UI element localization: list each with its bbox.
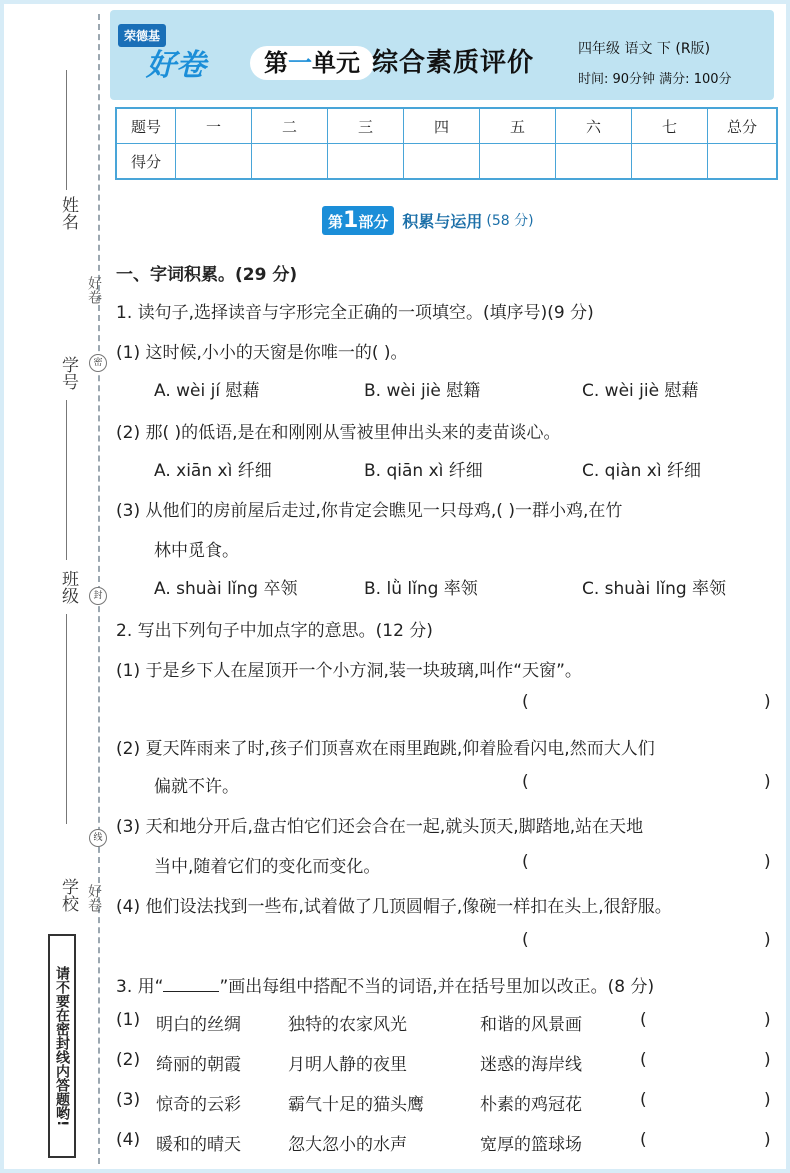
q1-3-row-num: (1)	[116, 1010, 141, 1030]
section-tag-pre: 第	[328, 212, 344, 231]
answer-paren-close[interactable]: )	[764, 852, 771, 872]
section-header	[322, 206, 534, 234]
q1-1-prompt: 1. 读句子,选择读音与字形完全正确的一项填空。(填序号)(9 分)	[116, 303, 594, 323]
answer-paren-close[interactable]: )	[764, 692, 771, 712]
id-line	[66, 400, 67, 560]
score-cell[interactable]	[252, 144, 328, 180]
word-group-b[interactable]: 独特的农家风光	[288, 1015, 407, 1035]
side-logo: 好卷	[86, 276, 102, 304]
q1-2-3-line1: (3) 天和地分开后,盘古怕它们还会合在一起,就头顶天,脚踏地,站在天地	[116, 817, 644, 837]
q1-3-prompt-post: ”画出每组中搭配不当的词语,并在括号里加以改正。(8 分)	[219, 977, 655, 997]
answer-paren-close[interactable]: )	[764, 1050, 771, 1070]
section-tag-post: 部分	[358, 212, 389, 231]
option-c[interactable]: C. qiàn xì 纤细	[582, 461, 701, 481]
answer-paren-close[interactable]: )	[764, 930, 771, 950]
header-banner	[110, 10, 774, 100]
q1-1-3-line1: (3) 从他们的房前屋后走过,你肯定会瞧见一只母鸡,( )一群小鸡,在竹	[116, 501, 623, 521]
q1-2-3-line2: 当中,随着它们的变化而变化。	[154, 857, 381, 877]
q1-3-row-num: (3)	[116, 1090, 141, 1110]
section-score: (58 分)	[486, 213, 534, 229]
answer-paren-open[interactable]: (	[522, 930, 529, 950]
answer-paren-close[interactable]: )	[764, 772, 771, 792]
score-cell[interactable]	[556, 144, 632, 180]
section-title: 积累与运用	[402, 211, 483, 231]
answer-paren-open[interactable]: (	[640, 1090, 647, 1110]
q1-2-1: (1) 于是乡下人在屋顶开一个小方洞,装一块玻璃,叫作“天窗”。	[116, 661, 582, 681]
option-a[interactable]: A. xiān xì 纤细	[154, 461, 272, 481]
column-1: 一	[176, 108, 252, 144]
word-group-b[interactable]: 月明人静的夜里	[288, 1055, 407, 1075]
word-group-c[interactable]: 朴素的鸡冠花	[480, 1095, 582, 1115]
word-group-c[interactable]: 宽厚的篮球场	[480, 1135, 582, 1155]
column-5: 五	[480, 108, 556, 144]
q1-1-2: (2) 那( )的低语,是在和刚刚从雪被里伸出头来的麦苗谈心。	[116, 423, 561, 443]
q1-2-prompt: 2. 写出下列句子中加点字的意思。(12 分)	[116, 621, 433, 641]
score-row	[116, 144, 777, 180]
seal-warning: 请不要在密封线内答题哟!	[48, 934, 76, 1158]
q1-3-prompt	[116, 972, 654, 997]
score-cell[interactable]	[328, 144, 404, 180]
section-tag	[322, 206, 394, 235]
option-c[interactable]: C. wèi jiè 慰藉	[582, 381, 699, 401]
version-badge: R版	[680, 41, 705, 57]
seal-circle-feng: 封	[89, 587, 107, 605]
word-group-c[interactable]: 迷惑的海岸线	[480, 1055, 582, 1075]
option-b[interactable]: B. wèi jiè 慰籍	[364, 381, 481, 401]
seal-circle-mi: 密	[89, 354, 107, 372]
answer-paren-open[interactable]: (	[640, 1010, 647, 1030]
q1-2-2-line1: (2) 夏天阵雨来了时,孩子们顶喜欢在雨里跑跳,仰着脸看闪电,然而大人们	[116, 739, 655, 759]
q1-1-1: (1) 这时候,小小的天窗是你唯一的( )。	[116, 343, 408, 363]
option-b[interactable]: B. qiān xì 纤细	[364, 461, 483, 481]
grade-info: 四年级 语文 下 (R版)	[578, 41, 711, 57]
total-score-cell[interactable]	[708, 144, 778, 180]
answer-paren-open[interactable]: (	[522, 772, 529, 792]
option-a[interactable]: A. shuài lǐng 卒领	[154, 579, 298, 599]
question-number-label: 题号	[116, 108, 176, 144]
answer-paren-close[interactable]: )	[764, 1090, 771, 1110]
q1-3-prompt-pre: 3. 用“	[116, 977, 164, 997]
q1-3-row-num: (4)	[116, 1130, 141, 1150]
score-label: 得分	[116, 144, 176, 180]
underline-mark	[163, 977, 219, 992]
score-cell[interactable]	[176, 144, 252, 180]
word-group-a[interactable]: 明白的丝绸	[156, 1015, 241, 1035]
id-label: 学号	[58, 356, 78, 390]
word-group-b[interactable]: 忽大忽小的水声	[288, 1135, 407, 1155]
column-2: 二	[252, 108, 328, 144]
answer-paren-open[interactable]: (	[522, 692, 529, 712]
option-a[interactable]: A. wèi jí 慰藉	[154, 381, 260, 401]
school-label: 学校	[58, 878, 78, 912]
answer-paren-open[interactable]: (	[640, 1130, 647, 1150]
answer-paren-open[interactable]: (	[640, 1050, 647, 1070]
column-7: 七	[632, 108, 708, 144]
q1-2-4: (4) 他们设法找到一些布,试着做了几顶圆帽子,像碗一样扣在头上,很舒服。	[116, 897, 672, 917]
total-label: 总分	[708, 108, 778, 144]
q1-2-2-line2: 偏就不许。	[154, 777, 239, 797]
word-group-c[interactable]: 和谐的风景画	[480, 1015, 582, 1035]
name-label: 姓名	[58, 196, 78, 230]
word-group-b[interactable]: 霸气十足的猫头鹰	[288, 1095, 424, 1115]
q1-heading: 一、字词积累。(29 分)	[116, 265, 298, 285]
unit-prefix: 第	[264, 48, 288, 77]
word-group-a[interactable]: 暖和的晴天	[156, 1135, 241, 1155]
binding-strip	[4, 4, 104, 1169]
brand-logo: 好卷	[146, 48, 206, 83]
word-group-a[interactable]: 惊奇的云彩	[156, 1095, 241, 1115]
q1-3-row-num: (2)	[116, 1050, 141, 1070]
word-group-a[interactable]: 绮丽的朝霞	[156, 1055, 241, 1075]
column-6: 六	[556, 108, 632, 144]
brand-badge: 荣德基	[118, 24, 166, 47]
option-b[interactable]: B. lǜ lǐng 率领	[364, 579, 478, 599]
unit-suffix: 单元	[312, 48, 360, 77]
unit-number: 一	[288, 48, 312, 77]
score-cell[interactable]	[632, 144, 708, 180]
exam-page	[4, 4, 786, 1169]
column-4: 四	[404, 108, 480, 144]
answer-paren-open[interactable]: (	[522, 852, 529, 872]
answer-paren-close[interactable]: )	[764, 1130, 771, 1150]
class-label: 班级	[58, 570, 78, 604]
score-cell[interactable]	[404, 144, 480, 180]
exam-title: 综合素质评价	[372, 48, 535, 78]
grade-subject: 四年级 语文 下	[578, 41, 671, 57]
name-line	[66, 70, 67, 190]
class-line	[66, 614, 67, 824]
section-number: 1	[343, 207, 359, 233]
score-header-row	[116, 108, 777, 144]
unit-title	[250, 46, 374, 80]
q1-1-3-line2: 林中觅食。	[154, 541, 239, 561]
seal-circle-xian: 线	[89, 829, 107, 847]
answer-paren-close[interactable]: )	[764, 1010, 771, 1030]
time-info: 时间: 90分钟 满分: 100分	[578, 72, 732, 87]
score-table	[115, 107, 778, 180]
score-cell[interactable]	[480, 144, 556, 180]
column-3: 三	[328, 108, 404, 144]
option-c[interactable]: C. shuài lǐng 率领	[582, 579, 727, 599]
side-logo-2: 好卷	[86, 884, 102, 912]
